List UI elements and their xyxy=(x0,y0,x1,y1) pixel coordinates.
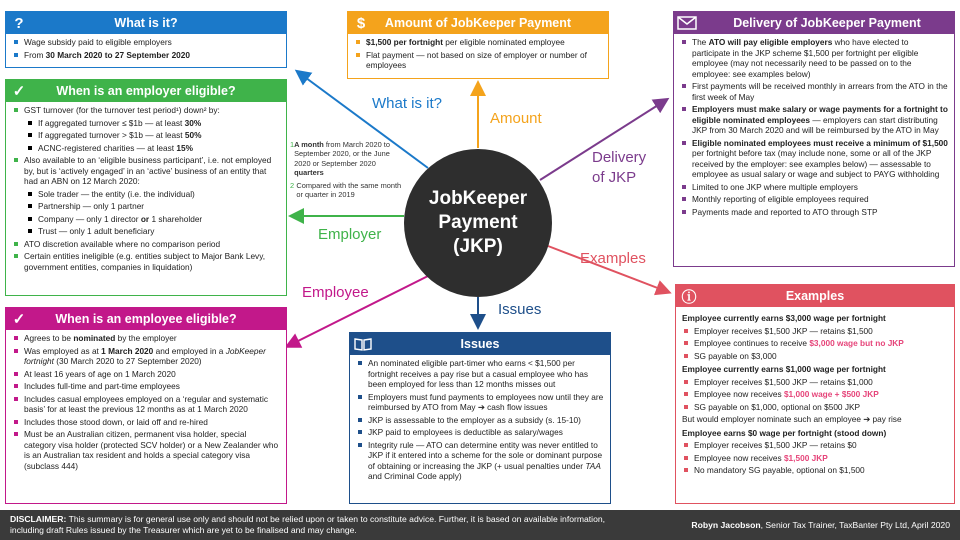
issues-item-3: JKP is assessable to the employer as a subsidy (s. 15-10) xyxy=(368,414,581,425)
info-icon: ⓘ xyxy=(681,288,697,306)
label-employee: Employee xyxy=(302,284,369,301)
employer-item-2: Certain entities ineligible (e.g. entities subject to Major Bank Levy, government entities, companies in liquidation) xyxy=(24,251,266,272)
what-item-1: Wage subsidy paid to eligible employers xyxy=(24,37,172,47)
employee-eligible-title: When is an employee eligible? xyxy=(55,312,237,326)
list-item xyxy=(12,429,280,471)
disclaimer-label: DISCLAIMER: xyxy=(10,514,67,525)
example-2-item-1: Employer receives $1,500 JKP — retains $1,000 xyxy=(694,376,873,387)
issues-item-5-post: and Criminal Code apply) xyxy=(368,471,462,482)
example-2-item-2-highlight: $1,000 wage + $500 JKP xyxy=(783,389,879,400)
employee-eligible-header xyxy=(6,308,286,330)
list-item xyxy=(356,415,604,426)
footnote-1-bold: A month xyxy=(294,140,324,149)
label-issues: Issues xyxy=(498,301,542,318)
checkmark-icon: ✓ xyxy=(12,311,26,328)
amount-body xyxy=(348,34,608,75)
employer-eligible-header xyxy=(6,80,286,102)
also-sub-2: Partnership — only 1 partner xyxy=(38,201,145,212)
also-sub-1: Sole trader — the entity (i.e. the individual) xyxy=(38,188,195,199)
employee-item-7: Must be an Australian citizen, permanent visa holder, special category visa holder (protected SCV holder) or a New Zealander who is an Australian tax resident and holds a special category visa (subclass 444) xyxy=(24,429,279,471)
list-item xyxy=(12,394,280,415)
what-is-it-header xyxy=(6,12,286,34)
examples-body xyxy=(676,307,954,480)
example-1-item-2: Employee continues to receive xyxy=(694,338,810,349)
delivery-item-3-text: — employers can start distributing JKP from 30 March 2020 and will be reimbursed by the ATO in May xyxy=(692,114,939,136)
example-3-item-2: Employee now receives xyxy=(694,452,784,463)
list-item xyxy=(12,201,280,212)
amount-item-2: Flat payment — not based on size of employer or number of employees xyxy=(366,49,587,71)
also-sub-4: Trust — only 1 adult beneficiary xyxy=(38,226,155,237)
footnote-2-number: 2 xyxy=(290,181,295,190)
employee-item-2-post: and employed in a xyxy=(153,345,226,356)
turnover-sub-2-pre: If aggregated turnover > $1b — at least xyxy=(38,130,185,141)
center-line-3: (JKP) xyxy=(453,235,503,257)
employee-item-2-italic: JobKeeper fortnight xyxy=(24,345,266,367)
employee-item-2-pre: Was employed as at xyxy=(24,345,102,356)
footnote-1-number: 1 xyxy=(290,140,295,149)
delivery-title: Delivery of JobKeeper Payment xyxy=(733,16,921,30)
what-is-it-title: What is it? xyxy=(114,16,178,30)
list-item xyxy=(682,389,948,400)
list-item xyxy=(12,118,280,129)
footnote-2-text: Compared with the same month or quarter in 2019 xyxy=(296,181,402,200)
employer-eligible-title: When is an employer eligible? xyxy=(56,84,236,98)
delivery-panel xyxy=(673,11,955,267)
list-item xyxy=(680,182,948,193)
employee-item-1-post: by the employer xyxy=(115,333,177,343)
list-item xyxy=(12,214,280,225)
dollar-icon: $ xyxy=(356,14,366,32)
also-sub-3-post: 1 shareholder xyxy=(149,213,203,224)
checkmark-icon: ✓ xyxy=(12,83,26,100)
turnover-sub-3-bold: 15% xyxy=(176,142,193,153)
list-item xyxy=(680,207,948,218)
author-name: Robyn Jacobson xyxy=(691,520,761,530)
list-item xyxy=(680,104,948,136)
label-delivery xyxy=(592,148,646,187)
employee-item-5: Includes casual employees employed on a ‘regular and systematic basis’ for at least the previous 12 months as at 1 March 2020 xyxy=(24,393,268,415)
footnote-1 xyxy=(290,140,402,177)
list-item xyxy=(12,346,280,367)
list-item xyxy=(12,239,280,250)
examples-header xyxy=(676,285,954,307)
label-delivery-line-1: Delivery xyxy=(592,149,647,166)
list-item xyxy=(12,143,280,154)
delivery-item-4-text: per fortnight before tax (may include none, some or all of the JKP received by the employer: see examples below) — assessable to employee as usual salary or wage and subject to PAYG withholding xyxy=(692,148,940,180)
example-3-item-1: Employer receives $1,500 JKP — retains $0 xyxy=(694,440,857,451)
author-credit xyxy=(620,520,950,530)
list-item xyxy=(682,465,948,476)
employer-also: Also available to an ‘eligible business participant’, i.e. not employed by, but is ‘actively engaged’ in an ‘active’ business of an entity that had an ABN on 12 March 2020: xyxy=(24,155,272,187)
employer-item-1: ATO discretion available where no comparison period xyxy=(24,238,221,249)
list-item xyxy=(354,50,602,71)
disclaimer xyxy=(10,514,620,535)
example-3-item-3: No mandatory SG payable, optional on $1,500 xyxy=(694,465,865,476)
list-item xyxy=(682,453,948,464)
example-2-item-3: SG payable on $1,000, optional on $500 JKP xyxy=(694,401,861,412)
author-details: , Senior Tax Trainer, TaxBanter Pty Ltd, April 2020 xyxy=(760,520,950,530)
also-sub-3-pre: Company — only 1 director xyxy=(38,213,141,224)
list-item xyxy=(682,377,948,388)
delivery-item-1-bold: ATO will pay eligible employers xyxy=(708,37,833,47)
list-item xyxy=(12,130,280,141)
amount-item-1-text: per eligible nominated employee xyxy=(443,37,565,47)
example-1-item-3: SG payable on $3,000 xyxy=(694,350,777,361)
examples-panel xyxy=(675,284,955,504)
example-1-item-2-highlight: $3,000 wage but no JKP xyxy=(809,338,904,349)
list-item xyxy=(12,226,280,237)
footnote-2 xyxy=(290,181,402,200)
list-item xyxy=(12,369,280,380)
examples-title: Examples xyxy=(785,289,845,303)
list-item xyxy=(354,37,602,48)
list-item xyxy=(680,81,948,102)
issues-item-5-italic: TAA xyxy=(585,460,601,471)
turnover-sub-2-bold: 50% xyxy=(184,130,202,141)
delivery-header xyxy=(674,12,954,34)
delivery-item-5: Limited to one JKP where multiple employers xyxy=(692,181,858,192)
delivery-item-3-bold: Employers must make salary or wage payments for a fortnight to eligible nominated employees xyxy=(692,104,948,125)
label-amount: Amount xyxy=(490,110,542,127)
amount-header xyxy=(348,12,608,34)
footer-bar xyxy=(0,510,960,540)
list-item xyxy=(12,50,280,61)
turnover-footnotes xyxy=(290,140,402,204)
example-2-note: But would employer nominate such an employee ➔ pay rise xyxy=(682,414,902,425)
amount-item-1-bold: $1,500 per fortnight xyxy=(366,37,443,47)
also-sub-3-bold: or xyxy=(140,213,150,224)
book-icon xyxy=(350,333,376,355)
delivery-body xyxy=(674,34,954,222)
list-item xyxy=(680,138,948,180)
example-1-heading: Employee currently earns $3,000 wage per fortnight xyxy=(682,313,886,323)
employer-eligible-body xyxy=(6,102,286,276)
issues-title: Issues xyxy=(460,337,500,351)
example-2-heading: Employee currently earns $1,000 wage per fortnight xyxy=(682,364,886,375)
issues-item-2: Employers must fund payments to employees now until they are reimbursed by ATO from May ➔ cash flow issues xyxy=(368,391,604,413)
employer-eligible-panel xyxy=(5,79,287,296)
turnover-sub-3-pre: ACNC-registered charities — at least xyxy=(38,142,177,153)
list-item xyxy=(682,338,948,349)
list-item xyxy=(12,333,280,344)
employee-item-1-bold: nominated xyxy=(73,333,116,343)
list-item xyxy=(12,37,280,48)
label-examples: Examples xyxy=(580,250,646,267)
issues-header xyxy=(350,333,610,355)
envelope-icon xyxy=(674,12,700,34)
employee-item-6: Includes those stood down, or laid off and re-hired xyxy=(24,416,208,427)
delivery-item-6: Monthly reporting of eligible employees required xyxy=(692,194,869,205)
footnote-1-text: from March 2020 to September 2020, or the June 2020 or September 2020 xyxy=(294,140,390,168)
employee-item-2-post2: (30 March 2020 to 27 September 2020) xyxy=(53,356,202,367)
employee-eligible-body xyxy=(6,330,286,475)
delivery-item-2: First payments will be received monthly in arrears from the ATO in the first week of May xyxy=(692,81,948,102)
turnover-sub-1-bold: 30% xyxy=(184,117,202,128)
example-3-heading: Employee earns $0 wage per fortnight (stood down) xyxy=(682,427,887,438)
turnover-sub-1-pre: If aggregated turnover ≤ $1b — at least xyxy=(38,117,185,128)
what-is-it-panel xyxy=(5,11,287,68)
employee-item-4: Includes full-time and part-time employees xyxy=(24,381,180,392)
example-1-item-1: Employer receives $1,500 JKP — retains $1,500 xyxy=(694,325,873,336)
disclaimer-text: This summary is for general use only and should not be relied upon or taken to constitute advice. Further, it is based on available information, including draft Rules issued by the Treasurer which are yet to be finalised and may change. xyxy=(10,514,606,535)
list-item xyxy=(356,358,604,390)
delivery-item-4-bold: Eligible nominated employees must receive a minimum of $1,500 xyxy=(692,137,948,148)
example-2-item-2: Employee now receives xyxy=(694,389,784,400)
list-item xyxy=(356,440,604,482)
list-item xyxy=(682,440,948,451)
list-item xyxy=(682,402,948,413)
list-item xyxy=(682,326,948,337)
list-item xyxy=(12,381,280,392)
amount-title: Amount of JobKeeper Payment xyxy=(384,16,572,30)
list-item xyxy=(682,351,948,362)
list-item xyxy=(12,105,280,116)
list-item xyxy=(680,37,948,79)
issues-body xyxy=(350,355,610,486)
center-line-2: Payment xyxy=(438,212,518,234)
issues-panel xyxy=(349,332,611,504)
issues-item-4: JKP paid to employees is deductible as salary/wages xyxy=(368,427,563,438)
what-item-2-pre: From xyxy=(24,49,46,60)
issues-item-1: An nominated eligible part-timer who earns < $1,500 per fortnight receives a pay rise but a casual employee who has been employed for less than 12 months misses out xyxy=(368,358,588,390)
what-is-it-body xyxy=(6,34,286,64)
list-item xyxy=(680,194,948,205)
list-item xyxy=(12,417,280,428)
list-item xyxy=(12,155,280,187)
list-item xyxy=(356,392,604,413)
amount-panel xyxy=(347,11,609,79)
employee-item-1-pre: Agrees to be xyxy=(24,333,74,343)
list-item xyxy=(12,251,280,272)
question-icon: ? xyxy=(14,14,24,32)
label-employer: Employer xyxy=(318,226,382,243)
list-item xyxy=(356,427,604,438)
example-3-item-2-highlight: $1,500 JKP xyxy=(783,452,828,463)
footnote-1-bold-2: quarters xyxy=(294,167,324,177)
what-item-2-bold: 30 March 2020 to 27 September 2020 xyxy=(45,49,191,60)
delivery-item-1-pre: The xyxy=(692,37,709,47)
employee-item-3: At least 16 years of age on 1 March 2020 xyxy=(24,368,176,379)
issues-item-5-pre: Integrity rule — ATO can determine entity was never entitled to JKP if it entered into a scheme for the sole or dominant purpose of obtaining or increasing the JKP (+ usual penalties under xyxy=(368,439,603,471)
center-line-1: JobKeeper xyxy=(428,188,528,210)
employer-turnover: GST turnover (for the turnover test period¹) down² by: xyxy=(24,105,220,115)
center-title xyxy=(404,149,552,297)
delivery-item-7: Payments made and reported to ATO through STP xyxy=(692,206,878,217)
delivery-item-1-text: who have elected to participate in the JKP scheme $1,500 per fortnight per eligible employee (may not necessarily need to be passed on to the employee: see examples below) xyxy=(692,37,919,79)
label-what: What is it? xyxy=(372,95,443,112)
employee-eligible-panel xyxy=(5,307,287,504)
label-delivery-line-2: of JKP xyxy=(592,168,637,186)
list-item xyxy=(12,189,280,200)
employee-item-2-bold: 1 March 2020 xyxy=(101,345,154,356)
